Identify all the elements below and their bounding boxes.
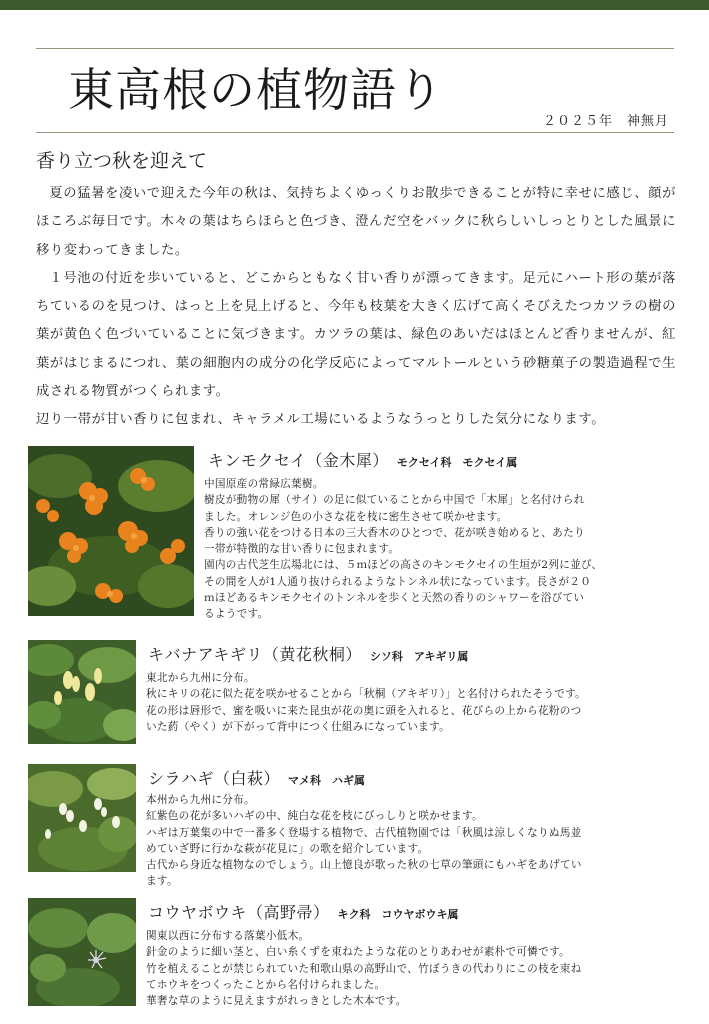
description-line: るようです。	[204, 608, 269, 621]
plant-name: キンモクセイ（金木犀）	[208, 451, 389, 470]
intro-paragraph: 辺り一帯が甘い香りに包まれ、キャラメル工場にいるようなうっとりした気分になります。	[36, 412, 606, 428]
kinmokusei-photo	[28, 446, 194, 616]
section-heading: 香り立つ秋を迎えて	[36, 150, 208, 172]
plant-description	[146, 792, 582, 890]
description-line: 中国原産の常緑広葉樹。	[204, 478, 324, 490]
plant-description	[146, 928, 582, 1009]
description-line: 古代から身近な植物なのでしょう。山上憶良が歌った秋の七草の筆頭にもハギをあげてい	[146, 859, 582, 872]
description-line: 一帯が特徴的な甘い香りに包まれます。	[204, 543, 400, 556]
description-line: 秋にキリの花に似た花を咲かせることから「秋桐（アキギリ）」と名付けられたそうです。	[146, 688, 587, 701]
page-title: 東高根の植物語り	[68, 63, 444, 117]
plant-family: モクセイ科 モクセイ属	[396, 456, 518, 469]
plant-entry-koyabouki	[28, 898, 688, 1008]
plant-name-row	[148, 642, 468, 665]
plant-entry-kibana-akigiri	[28, 640, 688, 746]
description-line: ハギは万葉集の中で一番多く登場する植物で、古代植物園では「秋風は涼しくなりぬ馬並	[146, 826, 582, 839]
plant-name-row	[208, 448, 517, 471]
description-line: 紅紫色の花が多いハギの中、純白な花を枝にびっしりと咲かせます。	[146, 810, 483, 823]
plant-description	[146, 670, 586, 735]
intro-text	[36, 180, 676, 435]
intro-paragraph: １号池の付近を歩いていると、どこからともなく甘い香りが漂ってきます。足元にハート形の葉が落ちているのを見つけ、はっと上を見上げると、今年も枝葉を大きく広げて高くそびえたつカツラの樹の葉が黄色く色づいていることに気づきます。カツラの葉は、緑色のあいだはほとんど香りませんが、紅葉がはじまるにつれ、葉の細胞内の成分の化学反応によってマルトールという砂糖菓子の製造過程で生成される物質がつくられます。	[36, 270, 676, 400]
description-line: ます。	[146, 875, 178, 888]
description-line: 針金のように細い茎と、白い糸くずを束ねたような花のとりあわせが素朴で可憐です。	[146, 946, 571, 959]
plant-name: シラハギ（白萩）	[148, 769, 281, 788]
description-line: ｍほどあるキンモクセイのトンネルを歩くと天然の香りのシャワーを浴びてい	[204, 592, 585, 605]
plant-family: シソ科 アキギリ属	[369, 650, 469, 663]
description-line: 関東以西に分布する落葉小低木。	[146, 930, 310, 942]
description-line: 東北から九州に分布。	[146, 672, 255, 684]
intro-paragraph: 夏の猛暑を凌いで迎えた今年の秋は、気持ちよくゆっくりお散歩できることが特に幸せに感じ、顔がほころぶ毎日です。木々の葉はちらほらと色づき、澄んだ空をバックに秋らしいしっとりとした風景に移り変わってきました。	[36, 186, 676, 258]
description-line: めていざ野に行かな萩が花見に」の歌を紹介しています。	[146, 842, 429, 855]
kibana-akigiri-photo	[28, 640, 136, 744]
description-line: てホウキをつくったことから名付けられました。	[146, 978, 386, 991]
description-line: 樹皮が動物の犀（サイ）の足に似ていることから中国で「木犀」と名付けられ	[204, 494, 585, 507]
header-rule-top	[36, 48, 674, 49]
issue-date: ２０２５年 神無月	[542, 114, 669, 129]
description-line: 花の形は唇形で、蜜を吸いに来た昆虫が花の奥に頭を入れると、花びらの上から花粉のつ	[146, 704, 582, 717]
description-line: 竹を植えることが禁じられていた和歌山県の高野山で、竹ぼうきの代わりにこの枝を束ね	[146, 962, 582, 975]
plant-name-row	[148, 900, 459, 923]
plant-family: マメ科 ハギ属	[288, 774, 366, 787]
description-line: いた葯（やく）が下がって背中につく仕組みになっています。	[146, 720, 450, 733]
koyabouki-photo	[28, 898, 136, 1006]
description-line: 華奢な草のように見えますがれっきとした木本です。	[146, 995, 407, 1008]
description-line: ました。オレンジ色の小さな花を枝に密生させて咲かせます。	[204, 510, 508, 523]
description-line: 園内の古代芝生広場北には、５ｍほどの高さのキンモクセイの生垣が2列に並び、	[204, 559, 603, 572]
plant-name: コウヤボウキ（高野帚）	[148, 903, 330, 922]
plant-name-row	[148, 766, 365, 789]
plant-name: キバナアキギリ（黄花秋桐）	[148, 645, 362, 664]
shirahagi-photo	[28, 764, 136, 872]
plant-description	[204, 476, 602, 623]
plant-entry-kinmokusei	[28, 446, 688, 621]
description-line: 香りの強い花をつける日本の三大香木のひとつで、花が咲き始めると、あたり	[204, 526, 585, 539]
header-rule-bottom	[36, 132, 674, 133]
description-line: 本州から九州に分布。	[146, 794, 255, 806]
plant-family: キク科 コウヤボウキ属	[337, 908, 459, 921]
plant-entry-shirahagi	[28, 764, 688, 888]
description-line: その間を人が1人通り抜けられるようなトンネル状になっています。長さが２０	[204, 575, 592, 588]
top-color-bar	[0, 0, 709, 10]
